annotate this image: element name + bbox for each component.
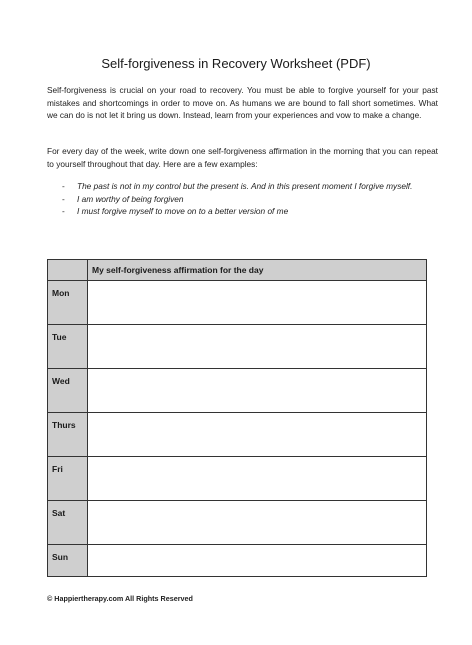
table-row <box>48 325 427 369</box>
affirmation-column-header: My self-forgiveness affirmation for the day <box>88 260 427 281</box>
table-row <box>48 413 427 457</box>
example-text: I am worthy of being forgiven <box>77 193 184 204</box>
table-row <box>48 369 427 413</box>
affirmation-cell[interactable] <box>88 457 427 501</box>
affirmation-cell[interactable] <box>88 413 427 457</box>
example-item <box>62 205 438 218</box>
table-row <box>48 457 427 501</box>
day-column-header <box>48 260 88 281</box>
day-label: Mon <box>48 281 88 325</box>
bullet-dash: - <box>62 193 65 204</box>
example-text: I must forgive myself to move on to a better version of me <box>77 206 289 216</box>
day-label: Wed <box>48 369 88 413</box>
page-title: Self-forgiveness in Recovery Worksheet (PDF) <box>101 56 371 71</box>
example-item <box>62 193 438 206</box>
example-item <box>62 180 438 193</box>
intro-paragraph: Self-forgiveness is crucial on your road to recovery. You must be able to forgive yourself for your past mistakes and shortcomings in order to move on. As humans we are bound to fall short sometimes. What we can do is not let it bring us down. Instead, learn from your experiences and vow to make a change. <box>47 85 438 120</box>
table-row <box>48 281 427 325</box>
copyright-footer: © Happiertherapy.com All Rights Reserved <box>47 594 193 603</box>
affirmation-cell[interactable] <box>88 501 427 545</box>
day-label: Thurs <box>48 413 88 457</box>
example-text: The past is not in my control but the present is. And in this present moment I forgive myself. <box>77 181 413 191</box>
table-header-row <box>48 260 427 281</box>
bullet-dash: - <box>62 206 65 216</box>
affirmation-cell[interactable] <box>88 545 427 577</box>
affirmation-examples-list <box>62 180 438 218</box>
table-row <box>48 545 427 577</box>
day-label: Sun <box>48 545 88 577</box>
affirmation-cell[interactable] <box>88 281 427 325</box>
bullet-dash: - <box>62 181 65 191</box>
affirmation-cell[interactable] <box>88 369 427 413</box>
affirmation-cell[interactable] <box>88 325 427 369</box>
table-row <box>48 501 427 545</box>
affirmation-table <box>47 259 427 577</box>
day-label: Tue <box>48 325 88 369</box>
day-label: Sat <box>48 501 88 545</box>
instructions-paragraph: For every day of the week, write down one self-forgiveness affirmation in the morning that you can repeat to yourself throughout that day. Here are a few examples: <box>47 146 438 169</box>
day-label: Fri <box>48 457 88 501</box>
